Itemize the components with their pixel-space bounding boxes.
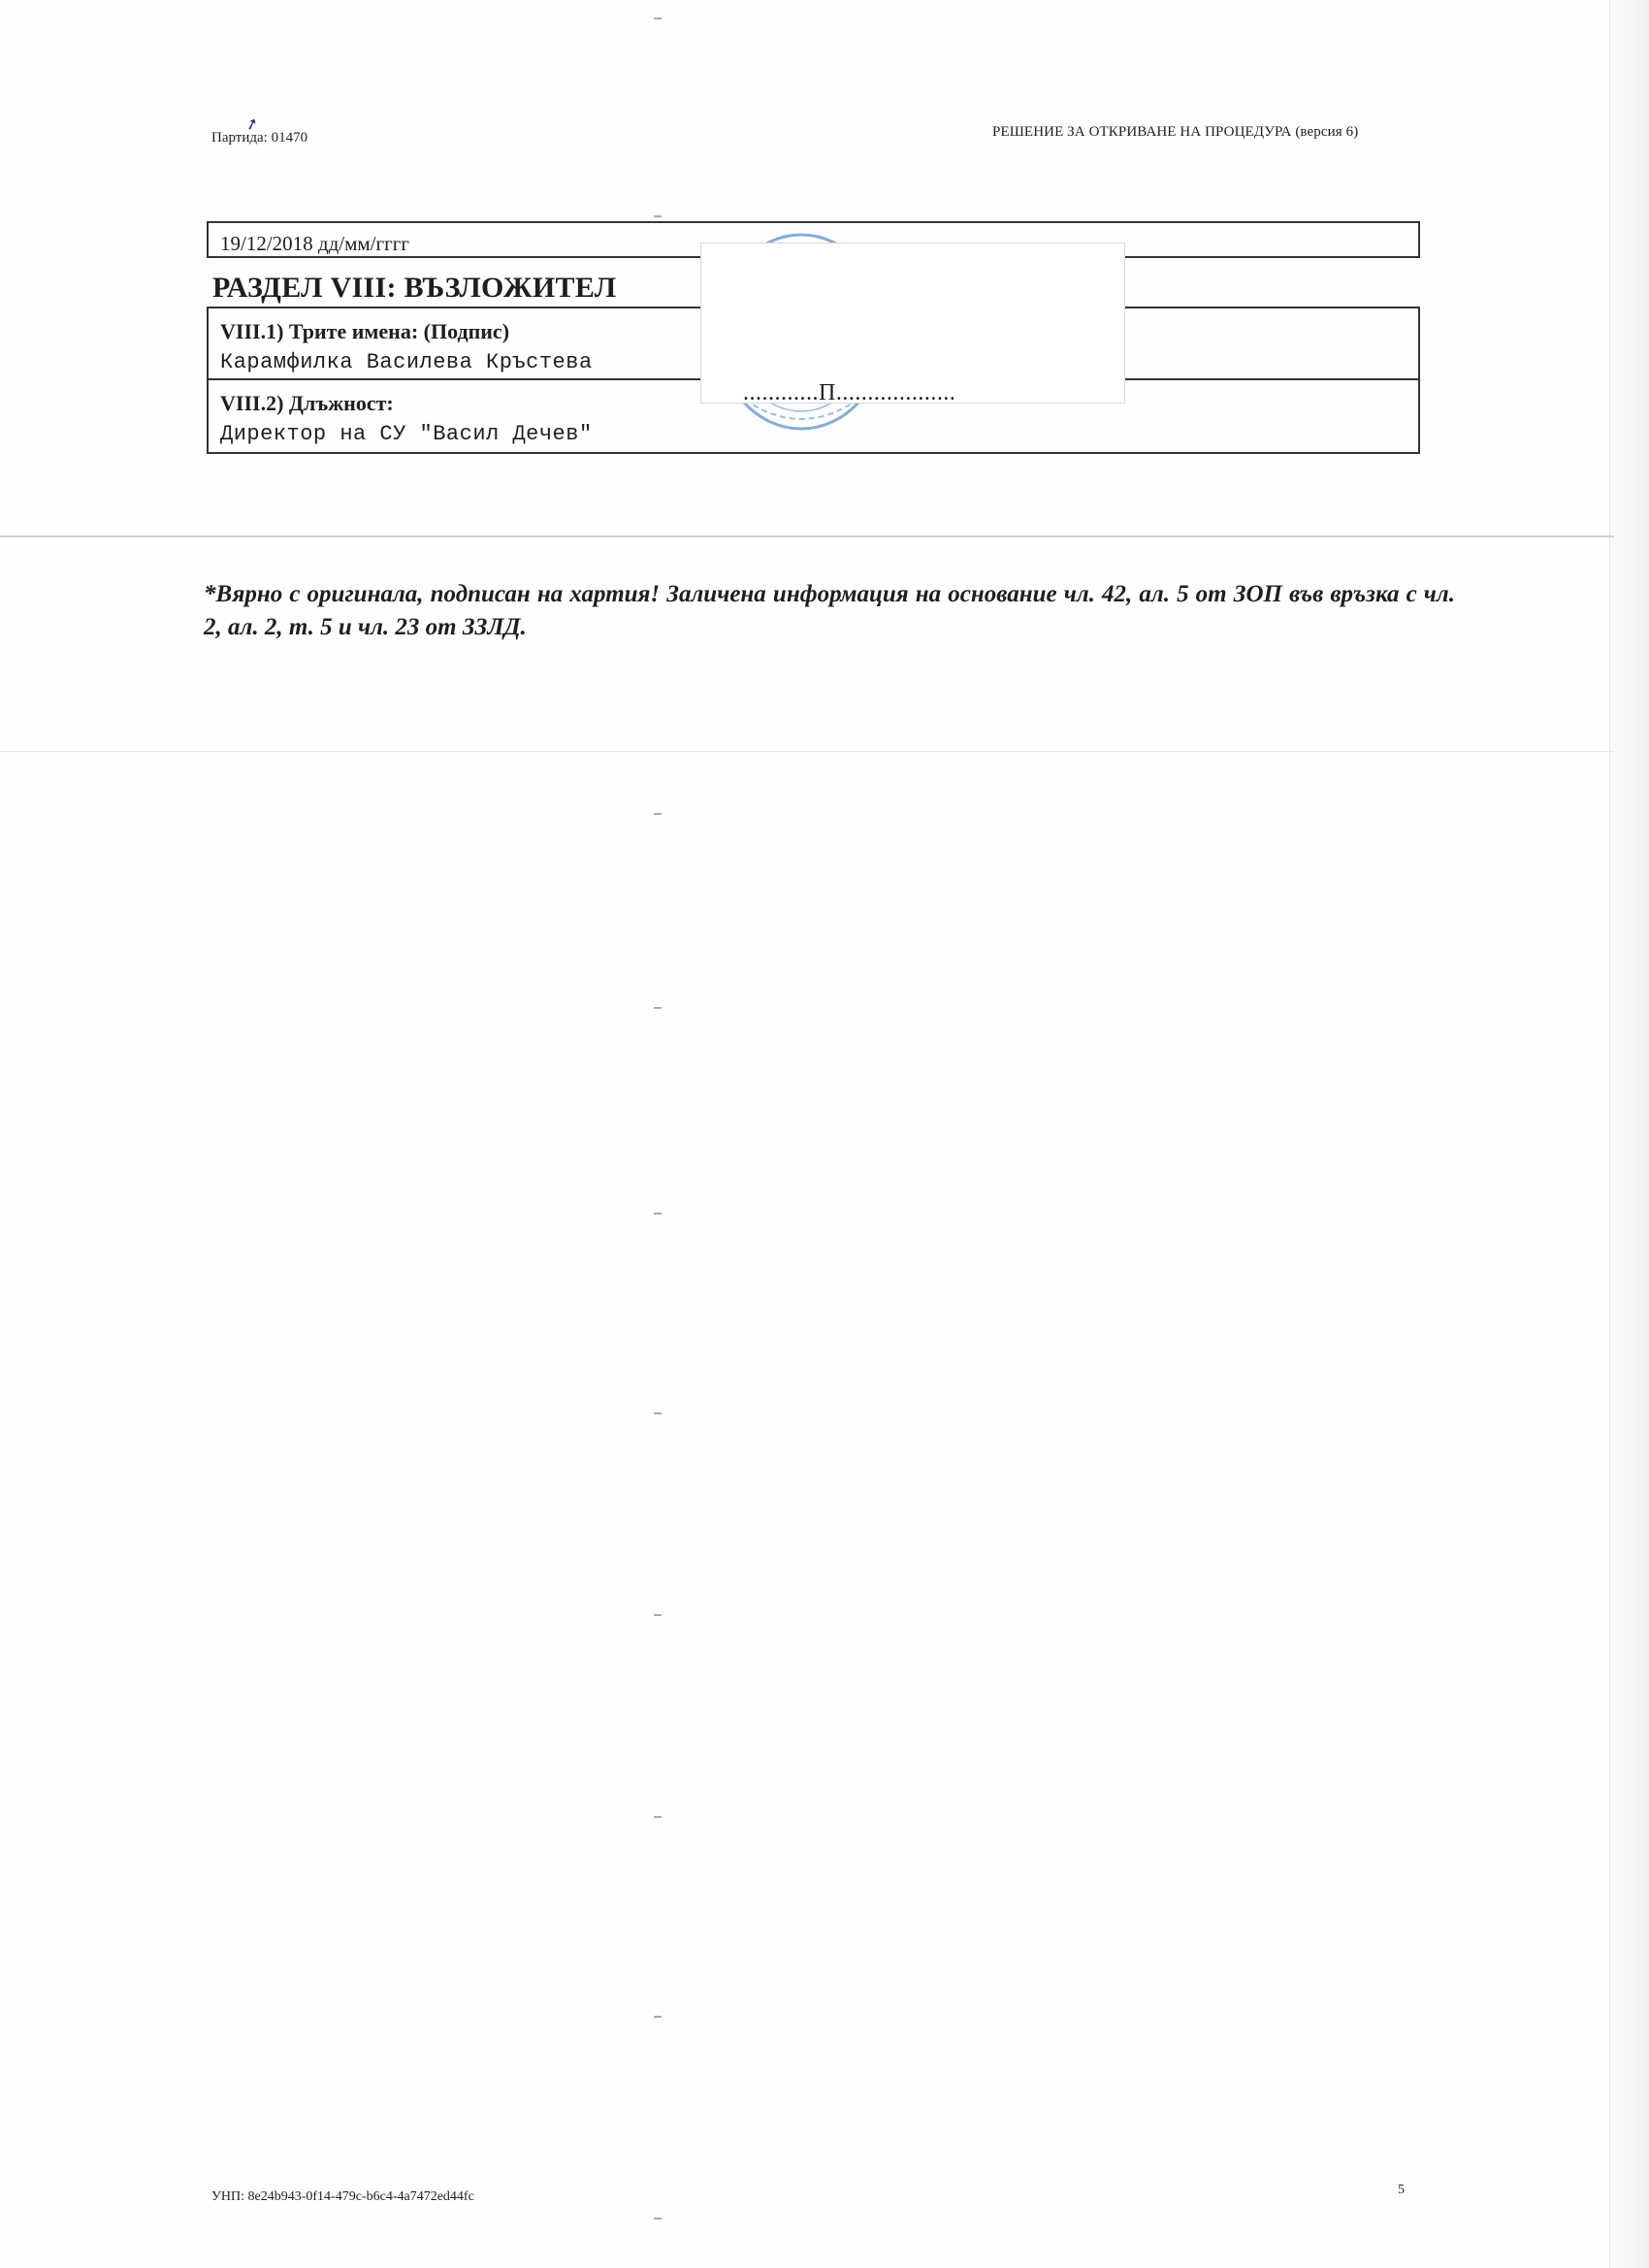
scan-mark	[654, 1007, 662, 1009]
certification-note: *Вярно с оригинала, подписан на хартия! Заличена информация на основание чл. 42, ал. 5 от ЗОП във връзка с чл. 2, ал. 2, т. 5 и чл. 23 от ЗЗЛД.	[204, 581, 1455, 640]
paper-fold-line	[0, 535, 1614, 537]
paper-fold-line	[0, 751, 1614, 752]
section-title: РАЗДЕЛ VIII: ВЪЗЛОЖИТЕЛ	[212, 272, 617, 304]
scan-mark	[654, 1412, 662, 1414]
scan-mark	[654, 1213, 662, 1215]
scan-mark	[654, 813, 662, 815]
date-value: 19/12/2018 дд/мм/гггг	[220, 232, 409, 255]
scan-mark	[654, 1816, 662, 1818]
pen-mark-icon: ➚	[242, 114, 262, 135]
scan-mark	[654, 215, 662, 217]
form-title: РЕШЕНИЕ ЗА ОТКРИВАНЕ НА ПРОЦЕДУРА (версия 6)	[992, 124, 1359, 140]
scan-mark	[654, 2016, 662, 2018]
paper-edge	[1609, 0, 1649, 2268]
batch-number: Партида: 01470	[211, 130, 308, 146]
signature-line: ............П...................	[743, 380, 956, 405]
name-value: Карамфилка Василева Кръстева	[220, 350, 593, 374]
page-number: 5	[1398, 2183, 1405, 2197]
document-uid: УНП: 8e24b943-0f14-479c-b6c4-4a7472ed44fc	[211, 2189, 474, 2204]
scan-mark	[654, 17, 662, 19]
position-value: Директор на СУ "Васил Дечев"	[220, 422, 593, 446]
scan-mark	[654, 2218, 662, 2219]
scan-mark	[654, 1614, 662, 1616]
name-label: VIII.1) Трите имена: (Подпис)	[220, 319, 510, 343]
position-label: VIII.2) Длъжност:	[220, 391, 394, 415]
